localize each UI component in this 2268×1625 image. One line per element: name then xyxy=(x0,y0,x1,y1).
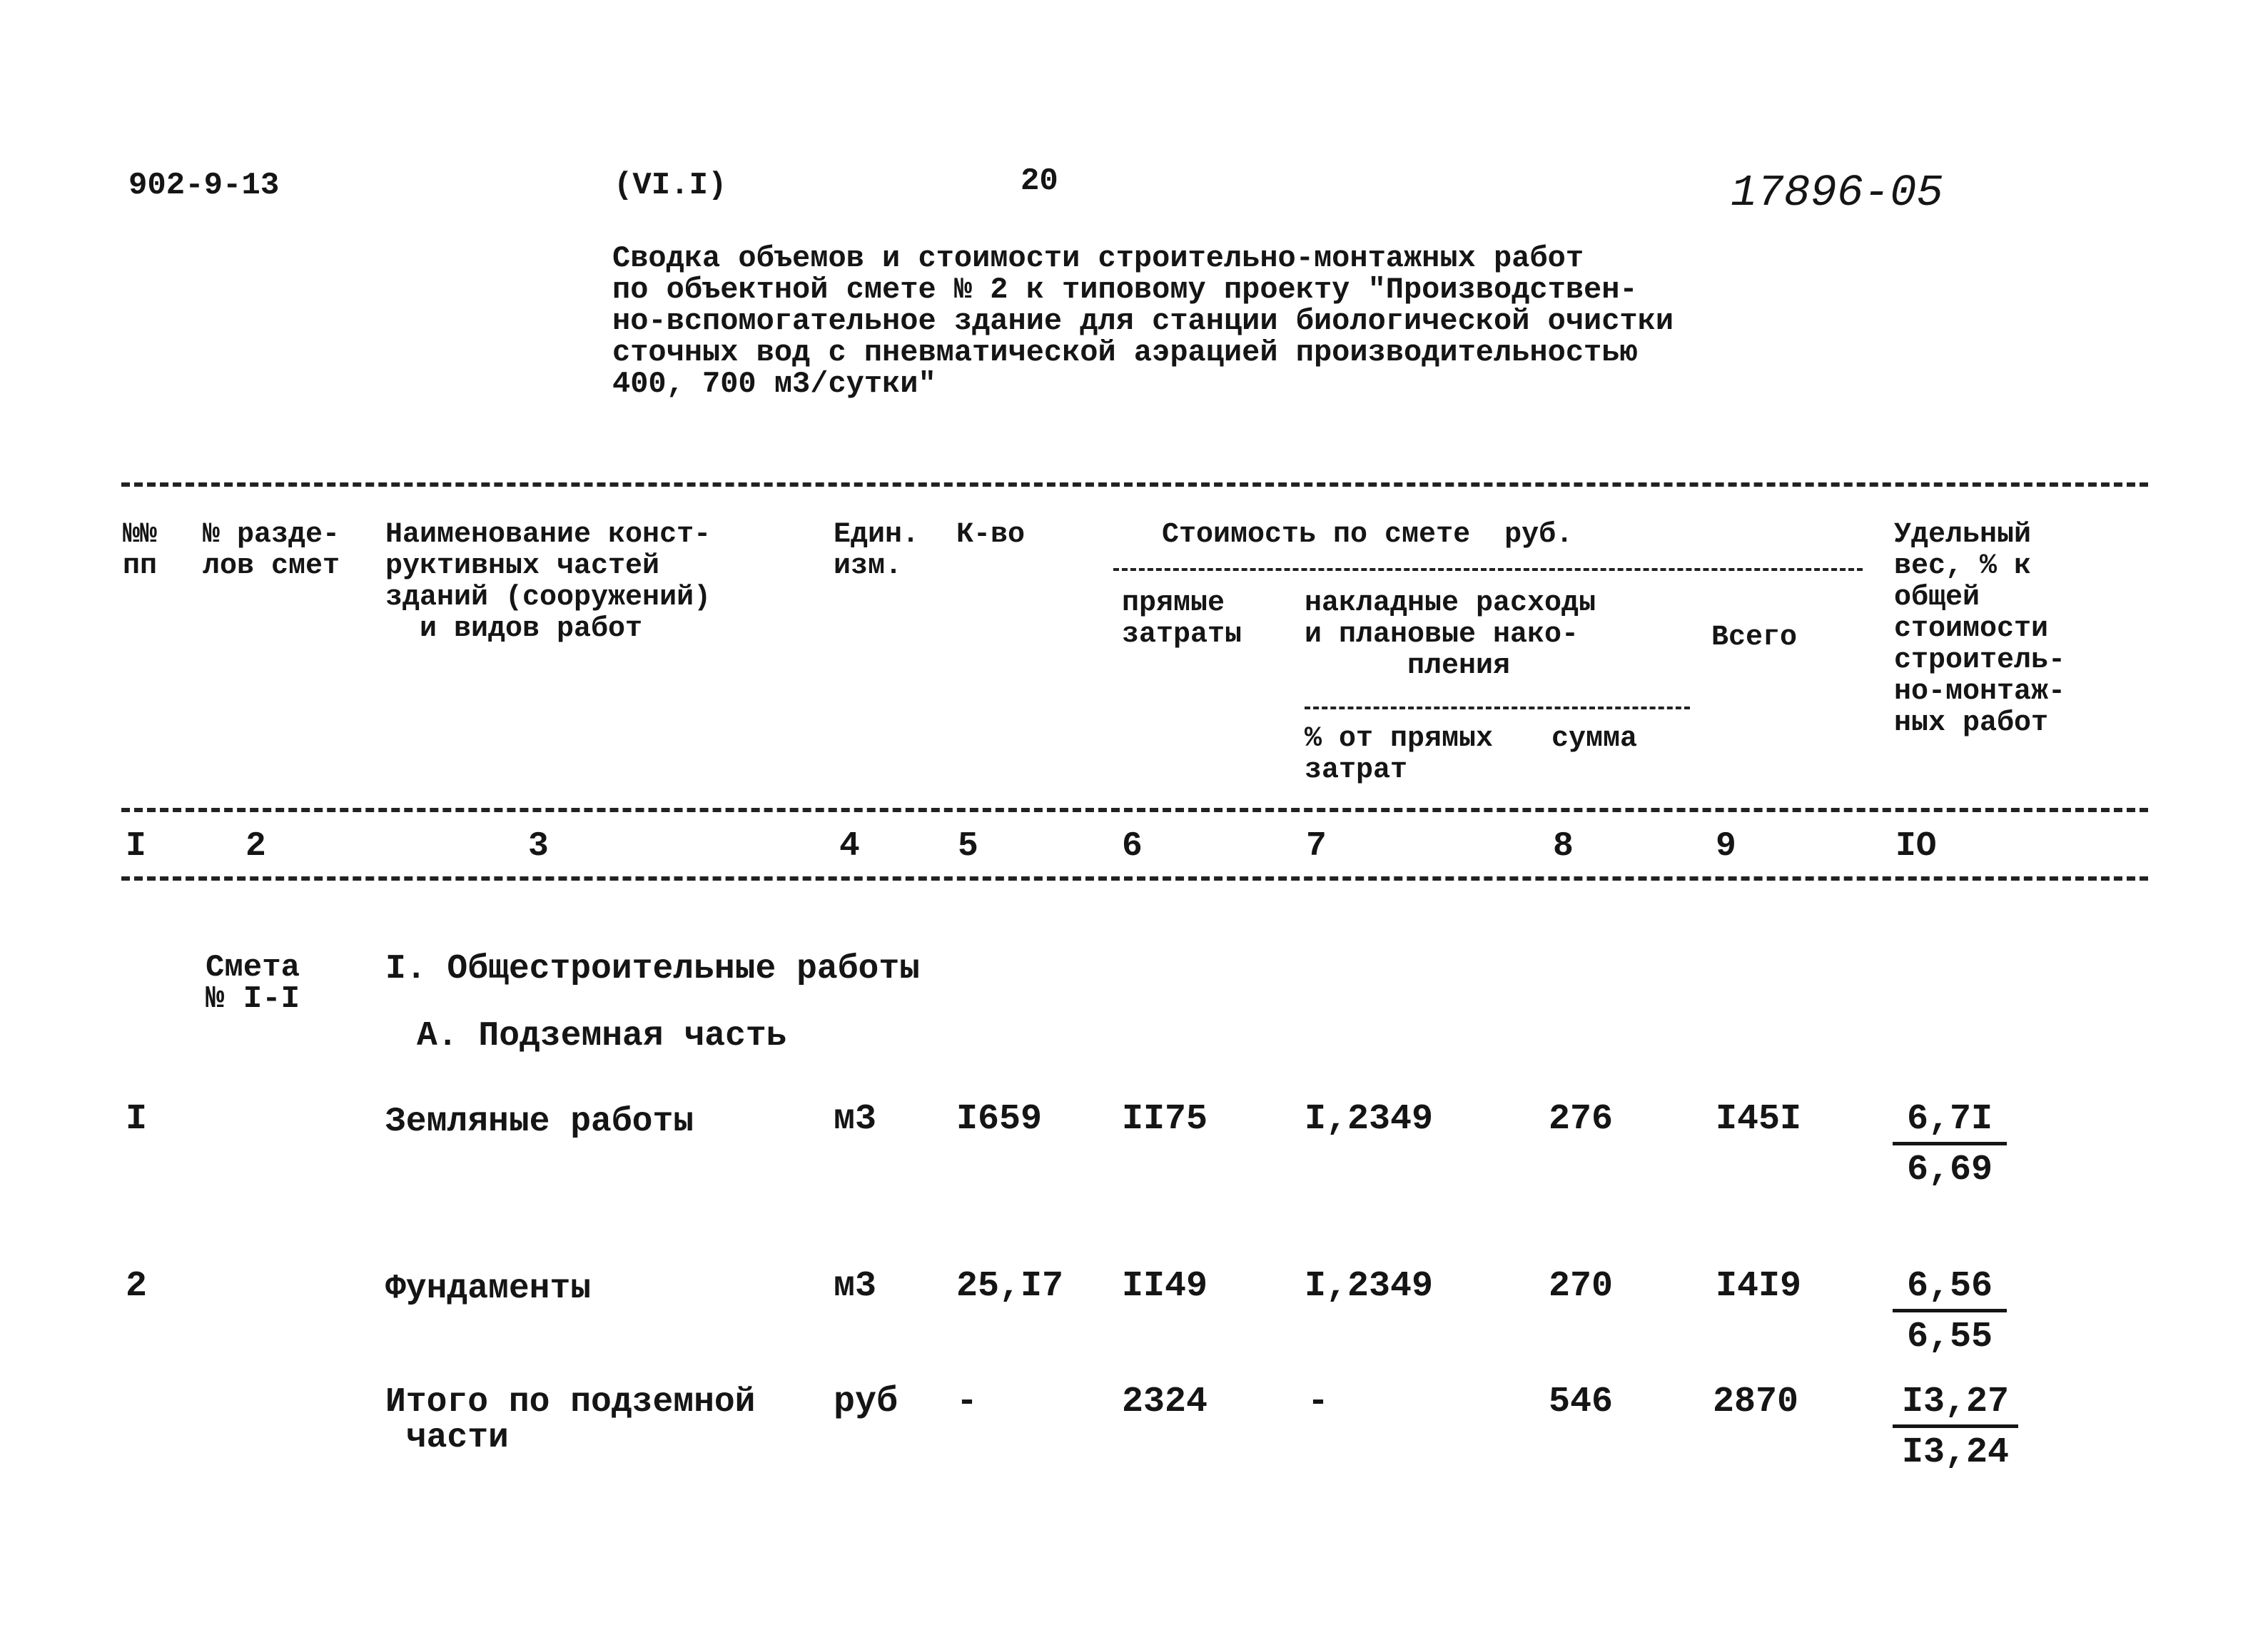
unit-cell: м3 xyxy=(834,1266,877,1307)
page-number: 20 xyxy=(1021,163,1058,199)
col-header-1-line: пп xyxy=(123,550,158,582)
overhead-percent-cell: - xyxy=(1307,1382,1330,1422)
unit-cell: руб xyxy=(834,1382,898,1422)
col-number: 2 xyxy=(245,827,266,866)
col-number: 4 xyxy=(839,827,860,866)
col-number: I xyxy=(126,827,146,866)
col-header-6-line: затраты xyxy=(1122,619,1242,651)
overhead-rule xyxy=(1305,707,1690,709)
section-title: I. Общестроительные работы xyxy=(385,950,920,988)
row-number: I xyxy=(126,1099,148,1140)
overhead-header-line: и плановые нако- xyxy=(1305,619,1579,651)
weight-bottom: 6,55 xyxy=(1906,1317,1993,1357)
overhead-sum-cell: 276 xyxy=(1549,1099,1614,1140)
row-number: 2 xyxy=(126,1266,148,1307)
table-top-rule xyxy=(121,482,2148,487)
col-number: 8 xyxy=(1553,827,1574,866)
col-header-9: Всего xyxy=(1711,622,1798,654)
col-number: 9 xyxy=(1716,827,1736,866)
weight-top: 6,7I xyxy=(1893,1102,2007,1145)
direct-costs-cell: 2324 xyxy=(1122,1382,1208,1422)
col-header-6 xyxy=(1122,588,1242,651)
col-header-10-line: строитель- xyxy=(1894,644,2066,677)
overhead-sum-cell: 546 xyxy=(1549,1382,1614,1422)
subtotal-label xyxy=(385,1384,755,1456)
col-header-10-line: Удельный xyxy=(1894,519,2032,551)
overhead-header-line: пления xyxy=(1305,650,1511,682)
section-subtitle: А. Подземная часть xyxy=(417,1017,787,1056)
col-header-8: сумма xyxy=(1551,723,1638,755)
estimate-reference-line: Смета xyxy=(206,950,300,986)
col-header-2-line: № разде- xyxy=(203,519,340,551)
title-line: но-вспомогательное здание для станции биологической очистки xyxy=(612,304,1674,338)
work-name: Фундаменты xyxy=(385,1270,592,1308)
weight-cell xyxy=(1893,1266,2007,1357)
total-cell: 2870 xyxy=(1713,1382,1799,1422)
col-header-4-line: Един. xyxy=(834,519,920,551)
overhead-sum-cell: 270 xyxy=(1549,1266,1614,1307)
col-header-1 xyxy=(123,520,157,582)
direct-costs-cell: II75 xyxy=(1122,1099,1208,1140)
col-number: 5 xyxy=(958,827,978,866)
work-name: Земляные работы xyxy=(385,1103,694,1141)
col-header-3-line: зданий (сооружений) xyxy=(385,582,712,614)
column-number-rule xyxy=(121,876,2148,881)
col-header-6-line: прямые xyxy=(1122,587,1225,619)
document-title xyxy=(612,243,1674,400)
cost-group-header: Стоимость по смете руб. xyxy=(1162,519,1574,551)
doc-number: 17896-05 xyxy=(1731,168,1943,218)
direct-costs-cell: II49 xyxy=(1122,1266,1208,1307)
col-header-7 xyxy=(1305,724,1493,786)
col-number: 3 xyxy=(528,827,549,866)
title-line: Сводка объемов и стоимости строительно-монтажных работ xyxy=(612,241,1584,275)
col-header-10-line: но-монтаж- xyxy=(1894,676,2066,708)
cost-group-rule xyxy=(1113,568,1863,571)
overhead-header-line: накладные расходы xyxy=(1305,587,1596,619)
col-header-5: К-во xyxy=(956,519,1026,551)
quantity-cell: 25,I7 xyxy=(956,1266,1064,1307)
weight-cell xyxy=(1893,1099,2007,1190)
unit-cell: м3 xyxy=(834,1099,877,1140)
col-number: 7 xyxy=(1306,827,1327,866)
weight-top: 6,56 xyxy=(1893,1269,2007,1312)
header-bottom-rule xyxy=(121,808,2148,812)
col-header-10-line: ных работ xyxy=(1894,707,2049,739)
series-number: 902-9-13 xyxy=(128,168,280,203)
col-header-7-line: % от прямых xyxy=(1305,723,1494,755)
col-number: 6 xyxy=(1122,827,1143,866)
total-cell: I45I xyxy=(1716,1099,1802,1140)
estimate-reference-line: № I-I xyxy=(206,981,300,1017)
weight-bottom: 6,69 xyxy=(1906,1150,1993,1190)
title-line: по объектной смете № 2 к типовому проекту "Производствен- xyxy=(612,273,1638,307)
estimate-reference xyxy=(206,952,300,1015)
subtotal-label-line: части xyxy=(385,1419,509,1457)
title-line: сточных вод с пневматической аэрацией производительностью xyxy=(612,335,1638,370)
col-number: IO xyxy=(1895,827,1937,866)
volume-label: (VI.I) xyxy=(614,168,727,203)
col-header-3-line: и видов работ xyxy=(385,613,643,645)
overhead-percent-cell: I,2349 xyxy=(1305,1099,1434,1140)
col-header-10 xyxy=(1894,520,2065,739)
col-header-2 xyxy=(203,520,340,582)
col-header-10-line: стоимости xyxy=(1894,613,2049,645)
overhead-header xyxy=(1305,588,1596,682)
subtotal-label-line: Итого по подземной xyxy=(385,1383,756,1422)
col-header-4 xyxy=(834,520,919,582)
col-header-7-line: затрат xyxy=(1305,754,1408,786)
col-header-3-line: руктивных частей xyxy=(385,550,660,582)
quantity-cell: - xyxy=(956,1382,978,1422)
weight-cell xyxy=(1893,1384,2018,1471)
col-header-3-line: Наименование конст- xyxy=(385,519,712,551)
col-header-1-line: №№ xyxy=(123,519,158,551)
title-line: 400, 700 м3/сутки" xyxy=(612,367,936,401)
col-header-10-line: вес, % к xyxy=(1894,550,2032,582)
col-header-2-line: лов смет xyxy=(203,550,340,582)
total-cell: I4I9 xyxy=(1716,1266,1802,1307)
weight-top: I3,27 xyxy=(1893,1384,2018,1428)
quantity-cell: I659 xyxy=(956,1099,1043,1140)
col-header-10-line: общей xyxy=(1894,582,1980,614)
weight-bottom: I3,24 xyxy=(1901,1432,2010,1473)
col-header-4-line: изм. xyxy=(834,550,903,582)
overhead-percent-cell: I,2349 xyxy=(1305,1266,1434,1307)
col-header-3 xyxy=(385,520,711,645)
